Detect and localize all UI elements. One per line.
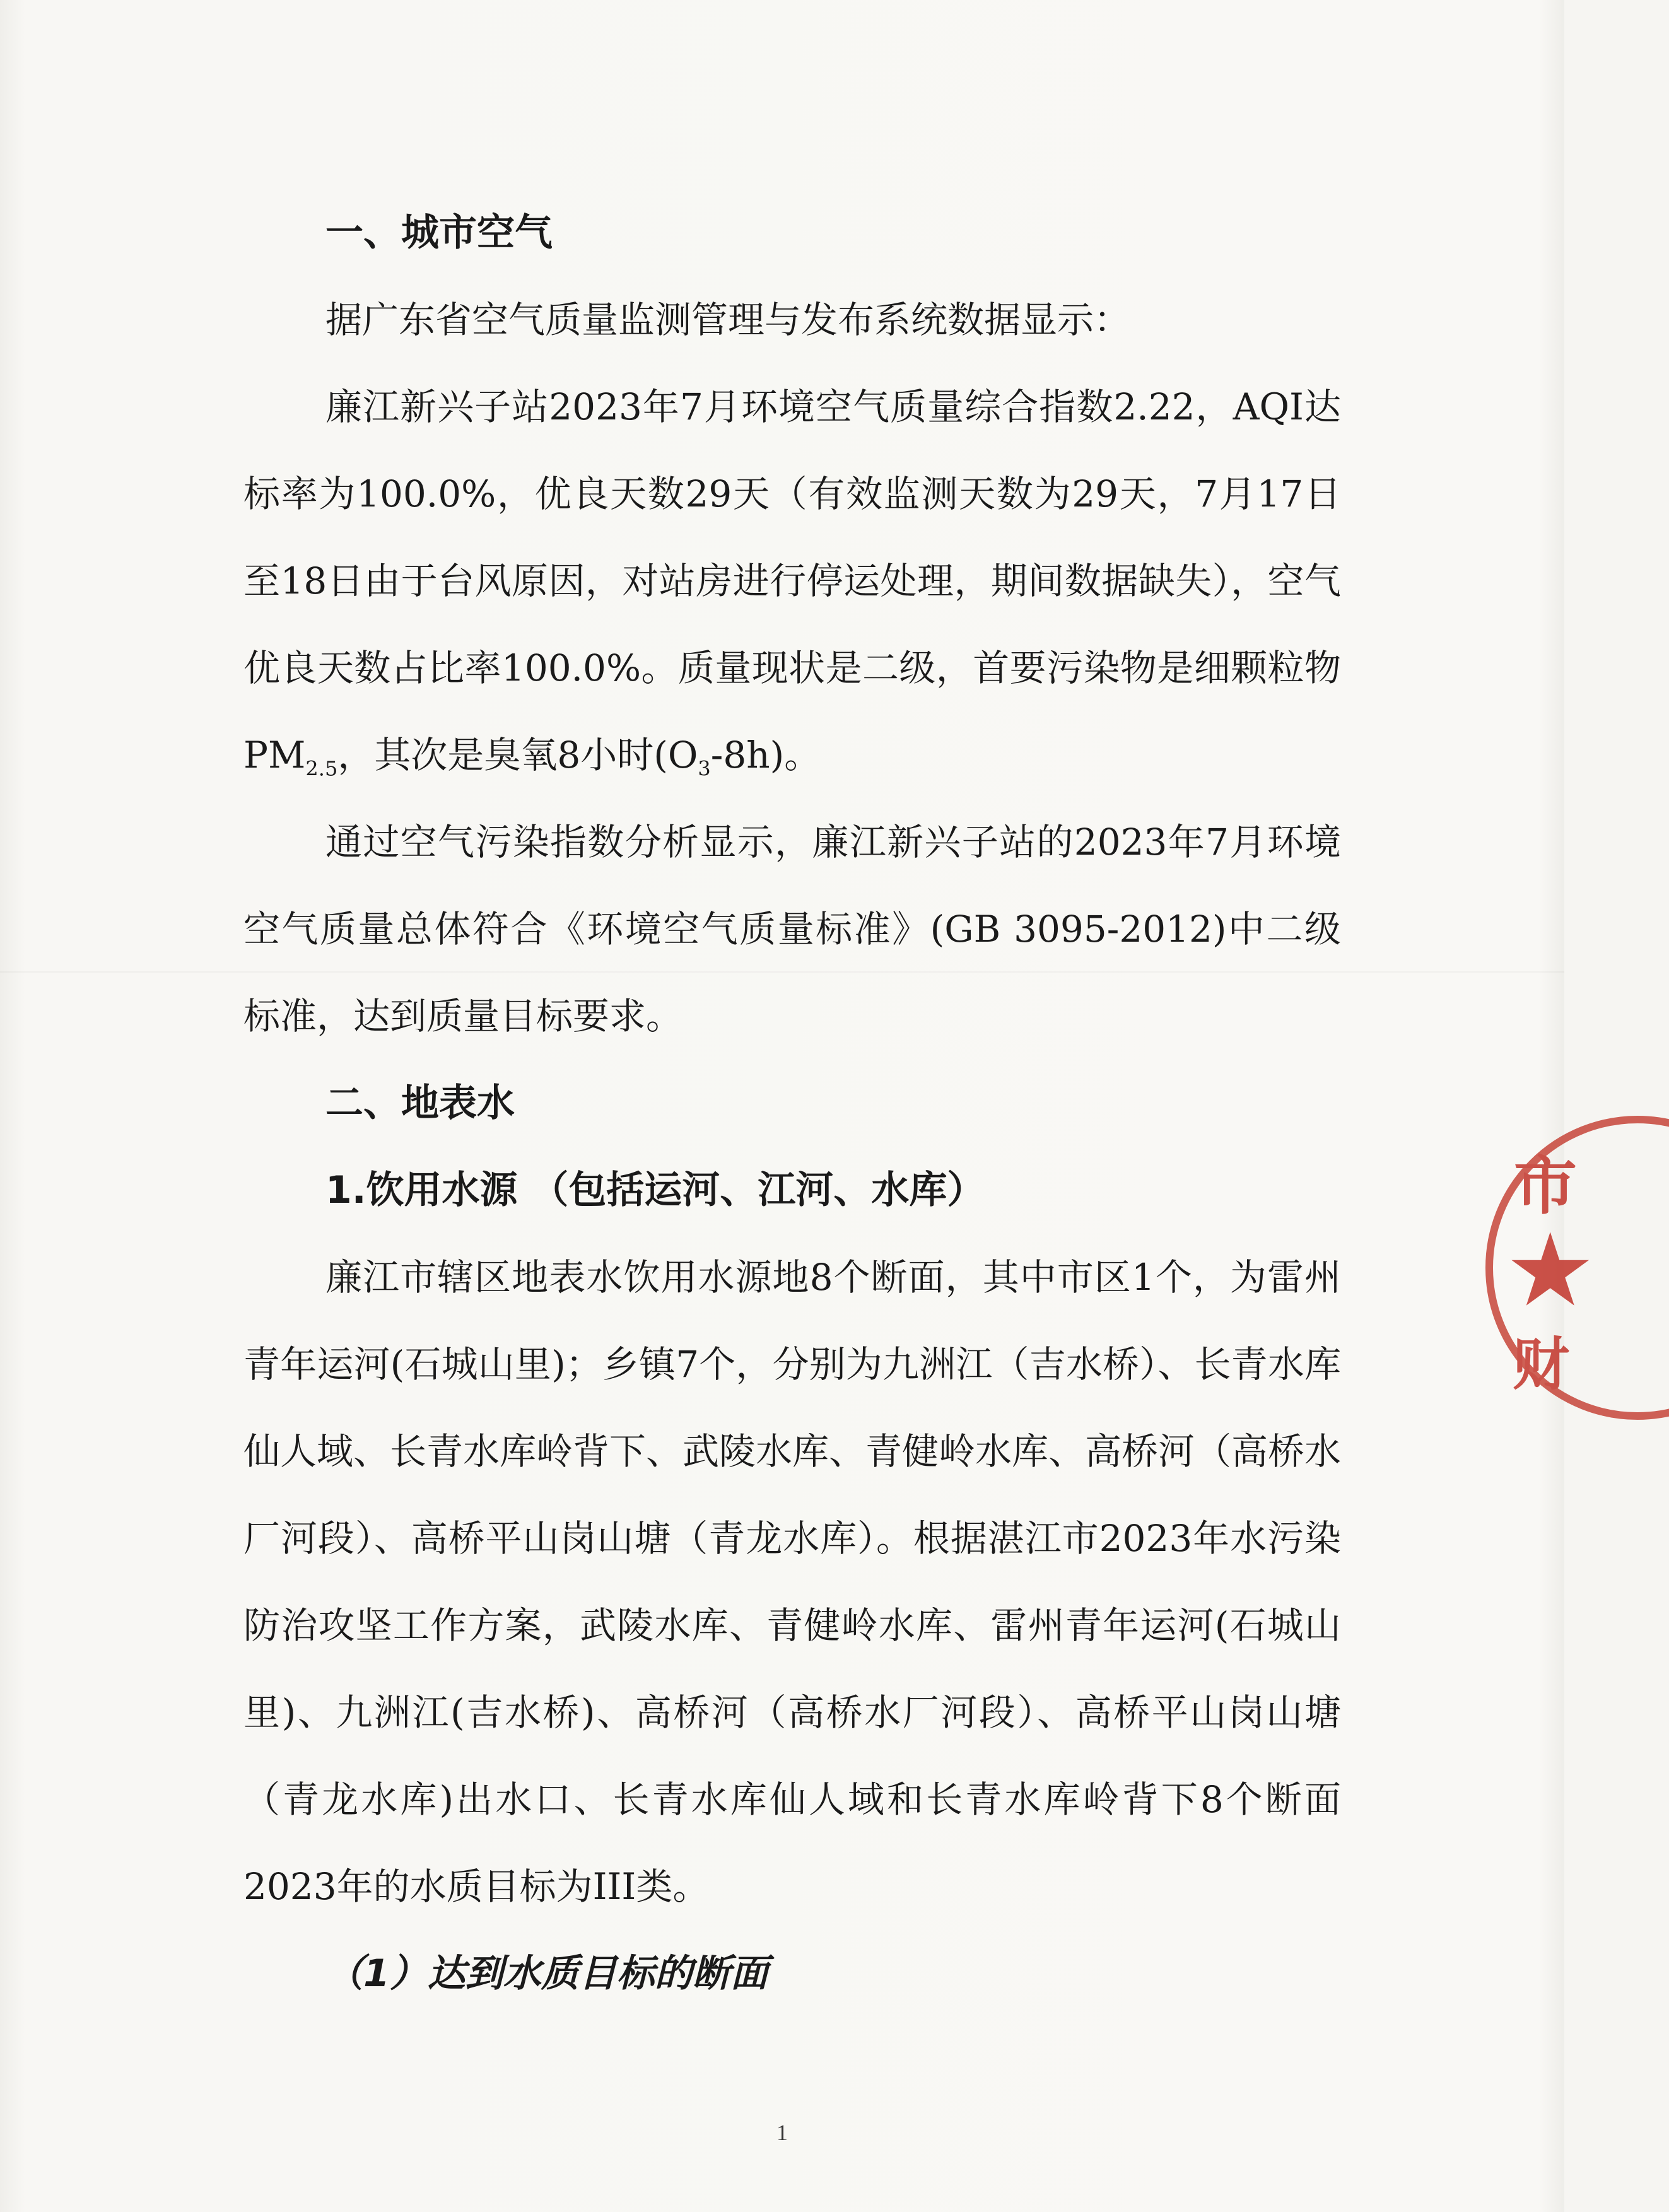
- heading-drinking-water: 1.饮用水源 （包括运河、江河、水库）: [325, 1168, 985, 1212]
- air-quality-text-3: -8h)。: [710, 734, 821, 776]
- seal-text-bottom: 财: [1513, 1331, 1569, 1398]
- official-seal: [1480, 1110, 1669, 1425]
- seal-text-top: 市: [1514, 1149, 1577, 1223]
- heading-target-sections: （1）达到水质目标的断面: [325, 1952, 768, 1996]
- pm-subscript: 2.5: [305, 756, 338, 781]
- heading-surface-water: 二、地表水: [325, 1081, 515, 1125]
- paragraph-analysis: 通过空气污染指数分析显示，廉江新兴子站的2023年7月环境空气质量总体符合《环境空气质量标准》(GB 3095-2012)中二级标准，达到质量目标要求。: [243, 821, 1341, 1038]
- paragraph-water-sources: 廉江市辖区地表水饮用水源地8个断面，其中市区1个，为雷州青年运河(石城山里)；乡镇7个，分别为九洲江（吉水桥）、长青水库仙人域、长青水库岭背下、武陵水库、青健岭水库、高桥河（高桥水厂河段）、高桥平山岗山塘（青龙水库）。根据湛江市2023年水污染防治攻坚工作方案，武陵水库、青健岭水库、雷州青年运河(石城山里)、九洲江(吉水桥)、高桥河（高桥水厂河段）、高桥平山岗山塘（青龙水库)出水口、长青水库仙人域和长青水库岭背下8个断面2023年的水质目标为III类。: [243, 1256, 1342, 1908]
- air-quality-text-1: 廉江新兴子站2023年7月环境空气质量综合指数2.22，AQI达标率为100.0%，优良天数29天（有效监测天数为29天，7月17日至18日由于台风原因，对站房进行停运处理，期间数据缺失），空气优良天数占比率100.0%。质量现状是二级，首要污染物是细颗粒物PM: [243, 385, 1341, 776]
- paragraph-data-source: 据广东省空气质量监测管理与发布系统数据显示：: [325, 298, 1131, 341]
- page-number: 1: [776, 2120, 788, 2145]
- heading-city-air: 一、城市空气: [325, 211, 553, 255]
- seal-star-icon: ★: [1505, 1211, 1596, 1329]
- air-quality-text-2: ，其次是臭氧8小时(O: [337, 734, 698, 776]
- paragraph-air-quality: [243, 363, 1341, 799]
- document-body: [243, 189, 1341, 2017]
- ozone-subscript: 3: [698, 756, 711, 781]
